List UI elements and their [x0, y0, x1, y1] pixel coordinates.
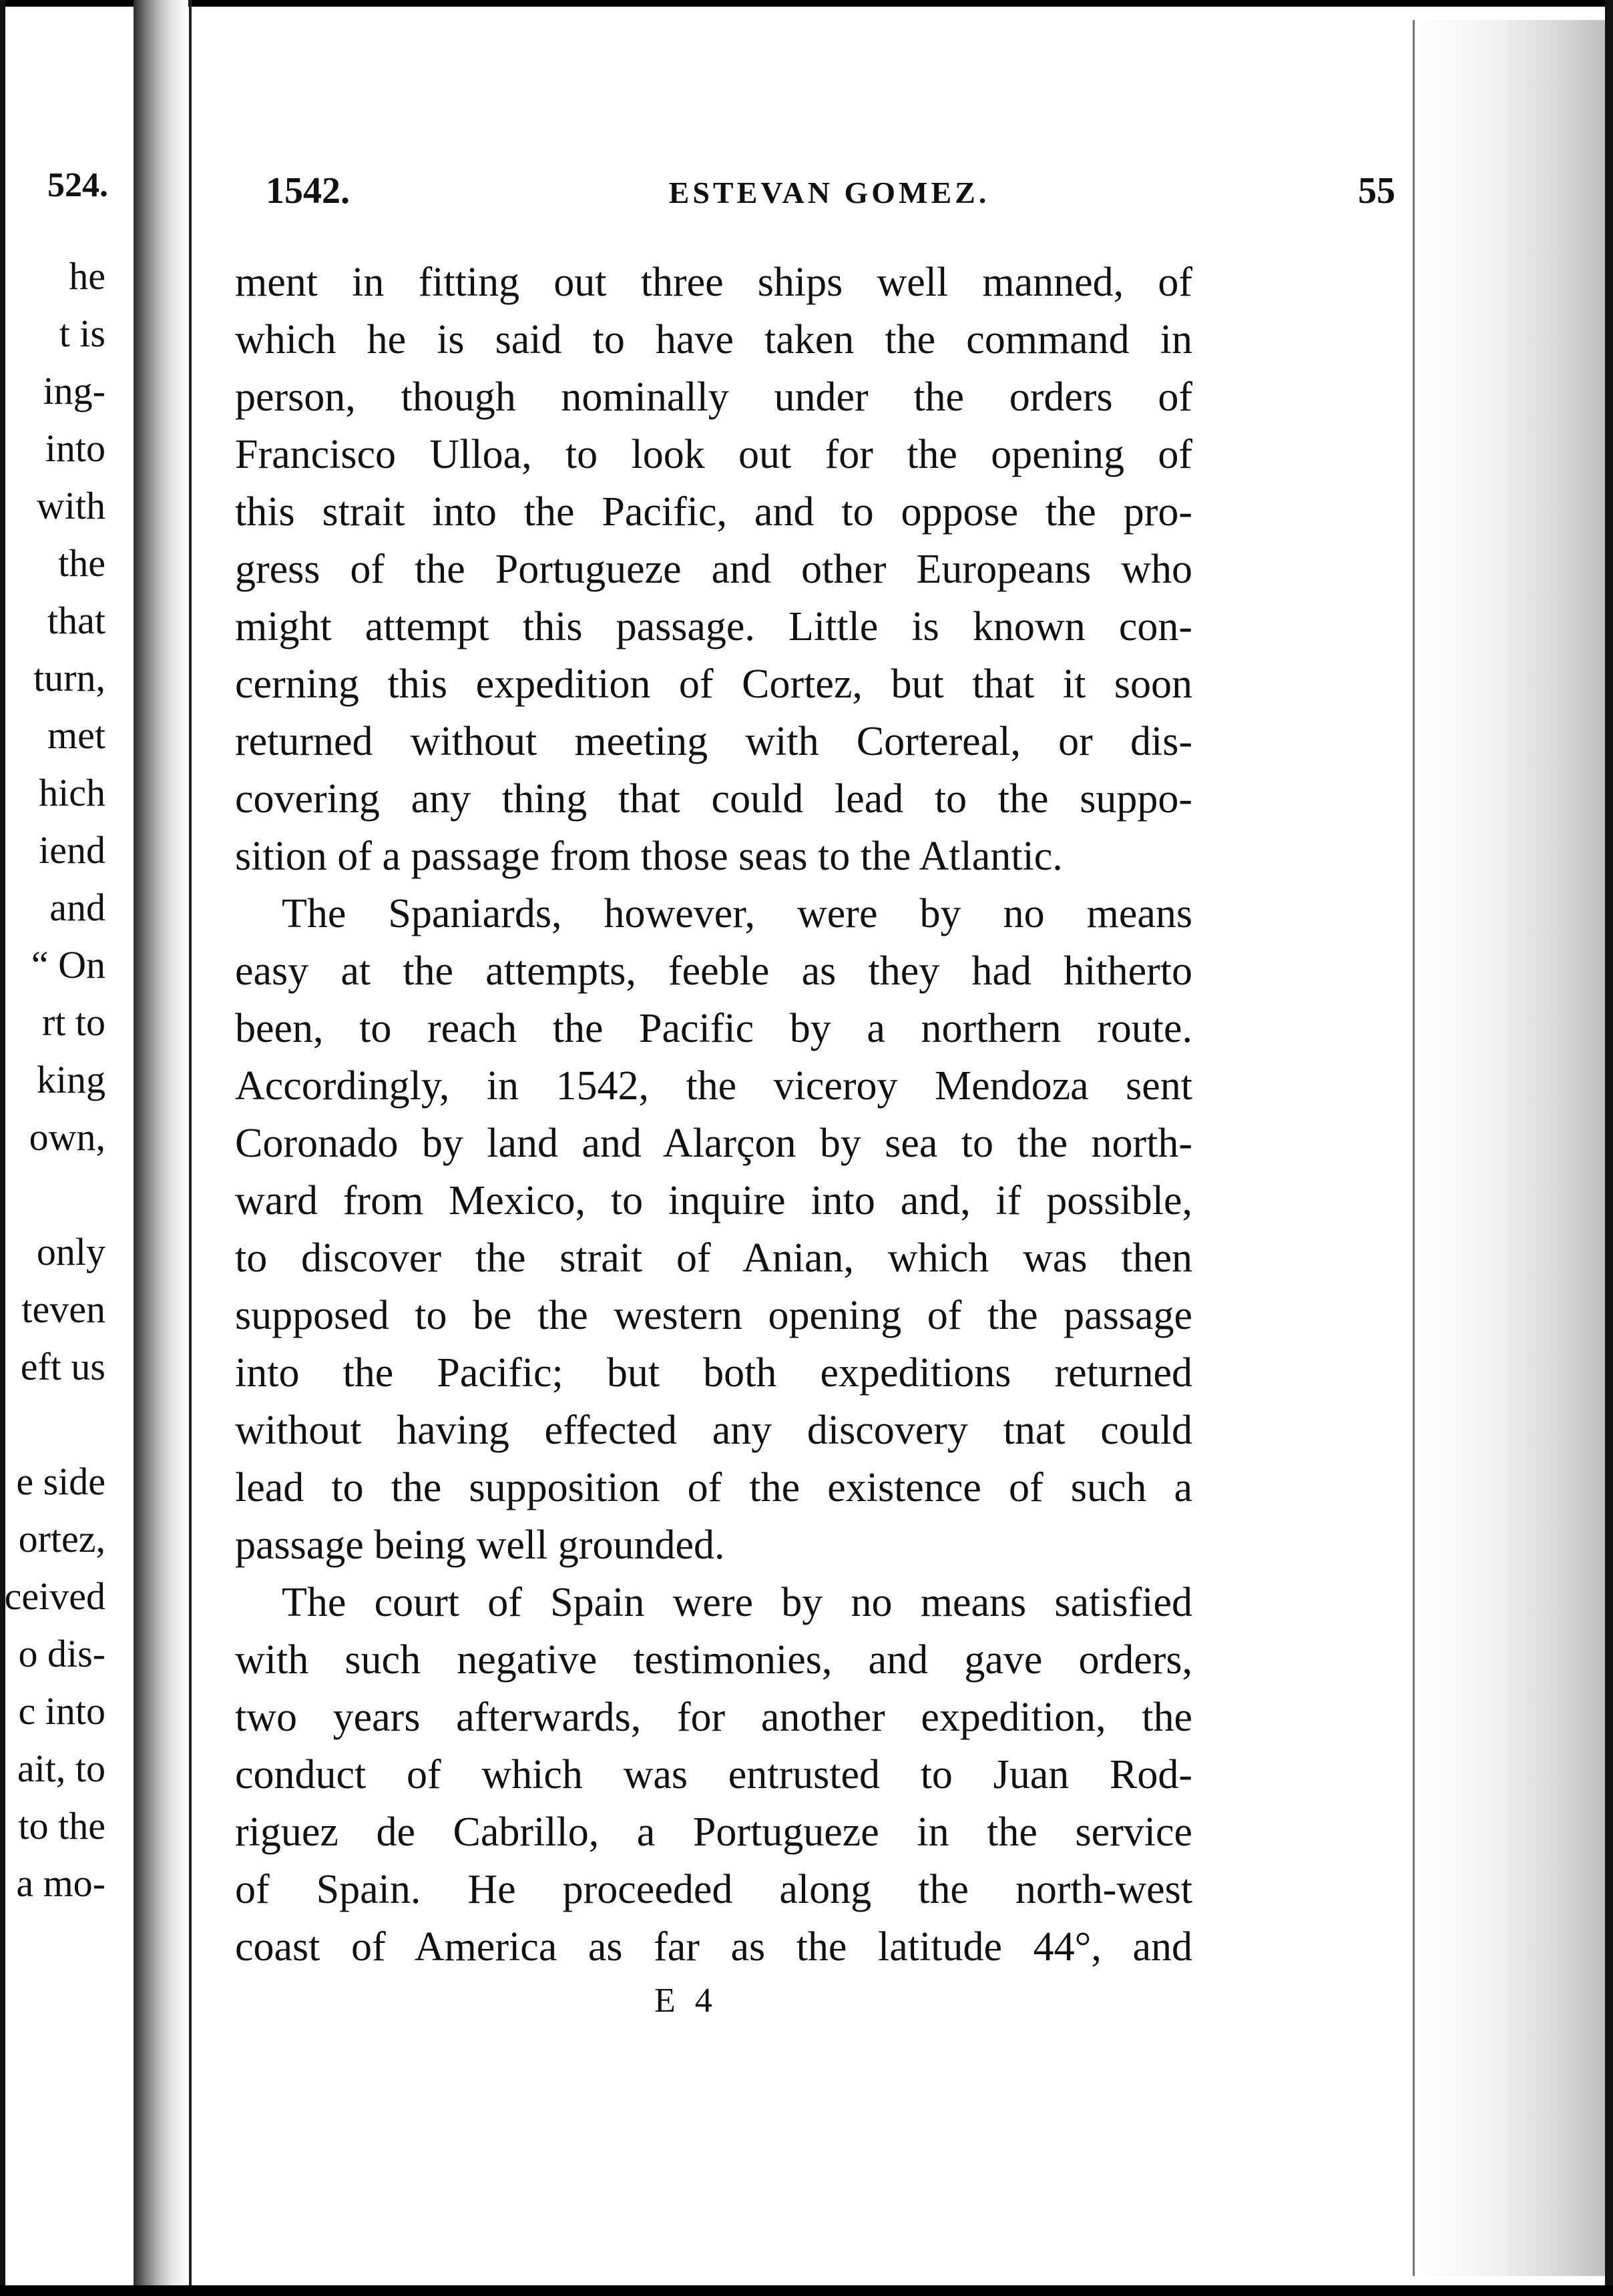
left-page-line: rt to — [41, 1000, 105, 1044]
text-line: of Spain. He proceeded along the north-west — [235, 1867, 1192, 1912]
left-page-line: o dis- — [18, 1632, 105, 1675]
book-gutter — [134, 0, 188, 2296]
left-page-line: ortez, — [18, 1517, 105, 1560]
left-page-line: with — [36, 484, 105, 527]
text-line: supposed to be the western opening of the passage — [235, 1293, 1192, 1338]
book-page — [220, 0, 1415, 2296]
text-line: covering any thing that could lead to the suppo- — [235, 776, 1192, 822]
left-page-line: a mo- — [16, 1861, 105, 1905]
left-page-line: ceived — [4, 1574, 105, 1618]
left-page-line: “ On — [31, 943, 105, 986]
left-page-line: to the — [18, 1804, 105, 1847]
body-text — [235, 254, 1192, 1976]
left-page-line: and — [49, 886, 105, 929]
left-page-line: teven — [21, 1287, 105, 1331]
text-line: sition of a passage from those seas to the Atlantic. — [235, 834, 1063, 879]
text-line: two years afterwards, for another expedition, the — [235, 1695, 1192, 1740]
left-page-line: iend — [39, 828, 105, 872]
text-line: ward from Mexico, to inquire into and, if possible, — [235, 1178, 1192, 1223]
left-page-line: only — [36, 1230, 105, 1273]
left-page-line: that — [47, 599, 105, 642]
left-page-line: into — [45, 426, 105, 470]
left-page-line: ait, to — [17, 1747, 105, 1790]
header-year: 1542. — [266, 170, 350, 212]
text-line: this strait into the Pacific, and to oppose the pro- — [235, 489, 1192, 535]
text-line: without having effected any discovery tnat could — [235, 1408, 1192, 1453]
text-line: cerning this expedition of Cortez, but that it soon — [235, 661, 1192, 707]
text-line: The court of Spain were by no means satisfied — [282, 1580, 1192, 1625]
left-page-line: own, — [29, 1115, 105, 1159]
left-page-line: e side — [16, 1460, 105, 1503]
running-header — [243, 170, 1415, 223]
left-page-line: met — [47, 713, 105, 757]
text-line: which he is said to have taken the command in — [235, 317, 1192, 362]
text-line: been, to reach the Pacific by a northern route. — [235, 1006, 1192, 1051]
text-line: conduct of which was entrusted to Juan Rod- — [235, 1752, 1192, 1797]
text-line: riguez de Cabrillo, a Portugueze in the service — [235, 1809, 1192, 1855]
text-line: Accordingly, in 1542, the viceroy Mendoza sent — [235, 1063, 1192, 1109]
scan-frame-right — [1605, 0, 1613, 2296]
left-page-line: the — [58, 541, 105, 585]
header-title: ESTEVAN GOMEZ. — [668, 176, 990, 210]
left-page-line: hich — [39, 771, 105, 814]
text-line: might attempt this passage. Little is known con- — [235, 604, 1192, 649]
left-page-line: ing- — [43, 369, 105, 412]
text-line: passage being well grounded. — [235, 1522, 725, 1568]
left-page-line: turn, — [33, 656, 105, 699]
text-line: easy at the attempts, feeble as they had hitherto — [235, 948, 1192, 994]
text-line: ment in fitting out three ships well manned, of — [235, 260, 1192, 305]
text-line: gress of the Portugueze and other Europeans who — [235, 547, 1192, 592]
signature-mark: E 4 — [654, 1982, 718, 2020]
left-page-line: king — [36, 1058, 105, 1101]
text-line: person, though nominally under the orders of — [235, 374, 1192, 420]
page-edges — [1413, 20, 1606, 2276]
text-line: returned without meeting with Cortereal, or dis- — [235, 719, 1192, 764]
left-page-line: eft us — [20, 1345, 105, 1388]
left-page-fragment — [0, 0, 134, 2296]
text-line: coast of America as far as the latitude 44°, and — [235, 1924, 1192, 1970]
page-number: 55 — [1358, 170, 1395, 212]
gutter-shadow-line — [189, 0, 192, 2296]
scan-frame-bottom — [0, 2285, 1613, 2296]
left-page-line: t is — [59, 312, 105, 355]
text-line: Francisco Ulloa, to look out for the opening of — [235, 432, 1192, 477]
text-line: with such negative testimonies, and gave orders, — [235, 1637, 1192, 1683]
left-page-line: he — [69, 254, 105, 298]
text-line: lead to the supposition of the existence of such a — [235, 1465, 1192, 1510]
left-page-header-fragment: 524. — [47, 166, 108, 204]
text-line: Coronado by land and Alarçon by sea to the north- — [235, 1121, 1192, 1166]
left-page-line: c into — [18, 1689, 105, 1733]
text-line: The Spaniards, however, were by no means — [282, 891, 1192, 936]
text-line: to discover the strait of Anian, which was then — [235, 1235, 1192, 1281]
text-line: into the Pacific; but both expeditions returned — [235, 1350, 1192, 1396]
